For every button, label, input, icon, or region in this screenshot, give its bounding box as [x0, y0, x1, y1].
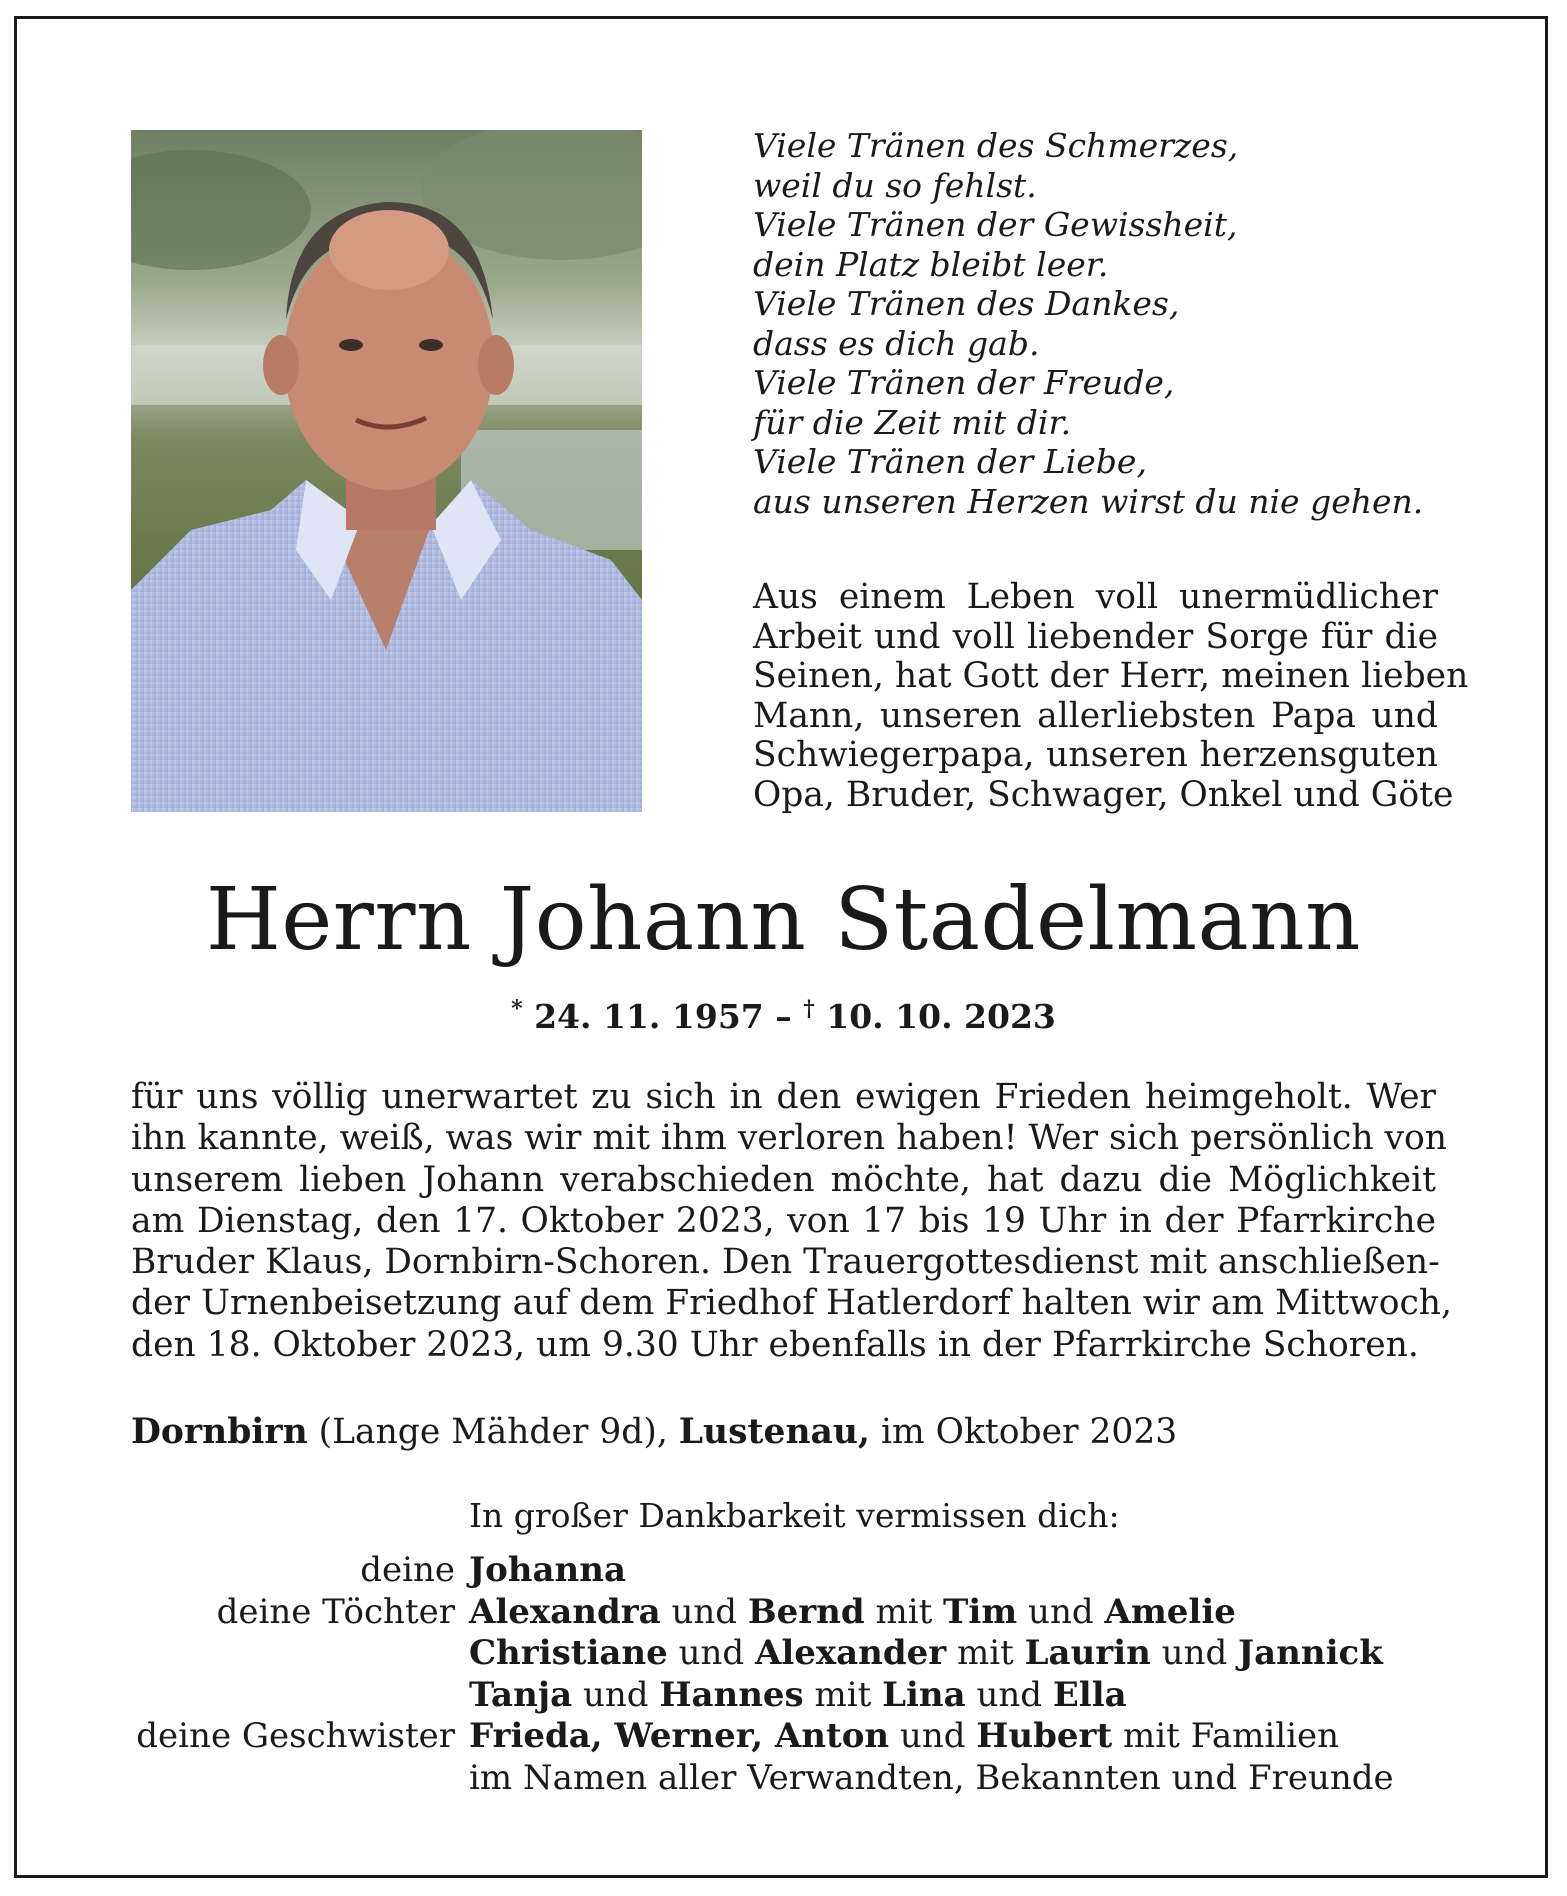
daughter-name: Tanja [469, 1674, 573, 1715]
wife-label: deine [360, 1550, 455, 1590]
body-line: den 18. Oktober 2023, um 9.30 Uhr ebenfalls in der Pfarrkirche Schoren. [131, 1324, 1419, 1365]
connector: und [1150, 1633, 1239, 1673]
deceased-name: Herrn Johann Stadelmann [205, 870, 1362, 970]
poem-line: dass es dich gab. [753, 323, 1040, 363]
wife-name: Johanna [469, 1550, 626, 1590]
family-row-closing [0, 1758, 1567, 1800]
birth-date: 24. 11. 1957 [534, 997, 764, 1036]
intro-line: Schwiegerpapa, unseren herzensguten [753, 735, 1438, 776]
thanks-heading: In großer Dankbarkeit vermissen dich: [469, 1496, 1120, 1535]
daughter-name: Alexandra [469, 1591, 661, 1632]
siblings-names: Frieda, Werner, Anton [469, 1716, 890, 1756]
life-dates [0, 996, 1567, 1036]
family-row-wife [0, 1550, 1567, 1592]
portrait-photo [131, 130, 642, 812]
intro-paragraph [753, 577, 1469, 816]
poem-line: Viele Tränen der Gewissheit, [753, 205, 1238, 244]
connector: und [667, 1633, 755, 1673]
date-separator: – [763, 997, 804, 1036]
intro-line: Opa, Bruder, Schwager, Onkel und Göte [753, 774, 1454, 815]
connector: und [965, 1674, 1053, 1715]
intro-line: Seinen, hat Gott der Herr, meinen lieben [753, 656, 1469, 697]
body-line: unserem lieben Johann verabschieden möchte, hat dazu die Möglichkeit [131, 1159, 1436, 1200]
closing-line: im Namen aller Verwandten, Bekannten und Freunde [469, 1757, 1394, 1798]
connector: und [572, 1674, 660, 1715]
death-date: 10. 10. 2023 [826, 997, 1056, 1036]
death-symbol: † [803, 996, 815, 1022]
daughters-label: deine Töchter [216, 1591, 455, 1632]
connector: mit [946, 1633, 1025, 1673]
poem-line: Viele Tränen der Freude, [753, 363, 1175, 402]
poem-line: weil du so fehlst. [753, 165, 1037, 205]
month-year: im Oktober 2023 [869, 1412, 1178, 1452]
siblings-label: deine Geschwister [136, 1716, 455, 1756]
city-dornbirn: Dornbirn [131, 1412, 308, 1452]
connector: mit [803, 1674, 883, 1715]
poem-line: für die Zeit mit dir. [753, 402, 1072, 442]
intro-line: Aus einem Leben voll unermüdlicher [753, 577, 1438, 617]
grandchild-name: Lina [882, 1674, 966, 1715]
body-line: Bruder Klaus, Dornbirn-Schoren. Den Trauergottesdienst mit anschließen- [131, 1242, 1440, 1283]
connector: und [1017, 1591, 1105, 1632]
grandchild-name: Ella [1052, 1674, 1127, 1715]
family-row-daughter [0, 1675, 1567, 1717]
connector: und [889, 1716, 977, 1756]
connector: und [660, 1591, 748, 1632]
grandchild-name: Tim [943, 1591, 1018, 1632]
grandchild-name: Amelie [1104, 1591, 1236, 1632]
place-and-date [131, 1412, 1177, 1452]
birth-symbol: * [511, 996, 523, 1022]
sibling-last: Hubert [976, 1716, 1113, 1756]
body-line: am Dienstag, den 17. Oktober 2023, von 17 bis 19 Uhr in der Pfarrkirche [131, 1200, 1436, 1241]
poem-line: dein Platz bleibt leer. [753, 244, 1109, 284]
daughter-name: Christiane [469, 1633, 668, 1673]
grandchild-name: Laurin [1024, 1633, 1151, 1673]
body-line: ihn kannte, weiß, was wir mit ihm verloren haben! Wer sich persönlich von [131, 1118, 1447, 1159]
city-lustenau: Lustenau, [678, 1412, 870, 1452]
poem-line: Viele Tränen des Schmerzes, [753, 126, 1239, 165]
grandchild-name: Jannick [1238, 1633, 1383, 1673]
poem [753, 126, 1453, 521]
partner-name: Bernd [747, 1591, 865, 1632]
family-row-siblings [0, 1716, 1567, 1758]
partner-name: Hannes [659, 1674, 804, 1715]
body-line: für uns völlig unerwartet zu sich in den ewigen Frieden heimgeholt. Wer [131, 1077, 1436, 1117]
partner-name: Alexander [754, 1633, 947, 1673]
family-list [0, 1550, 1567, 1799]
intro-line: Arbeit und voll liebender Sorge für die [753, 616, 1438, 657]
body-line: der Urnenbeisetzung auf dem Friedhof Hatlerdorf halten wir am Mittwoch, [131, 1283, 1452, 1324]
intro-line: Mann, unseren allerliebsten Papa und [753, 695, 1438, 736]
address: (Lange Mähder 9d), [307, 1412, 679, 1452]
poem-line: Viele Tränen des Dankes, [753, 284, 1180, 323]
poem-line: aus unseren Herzen wirst du nie gehen. [753, 481, 1424, 521]
siblings-suffix: mit Familien [1112, 1716, 1339, 1756]
family-row-daughter [0, 1633, 1567, 1675]
funeral-details [131, 1077, 1452, 1366]
family-row-daughter [0, 1592, 1567, 1634]
poem-line: Viele Tränen der Liebe, [753, 442, 1147, 481]
connector: mit [864, 1591, 944, 1632]
